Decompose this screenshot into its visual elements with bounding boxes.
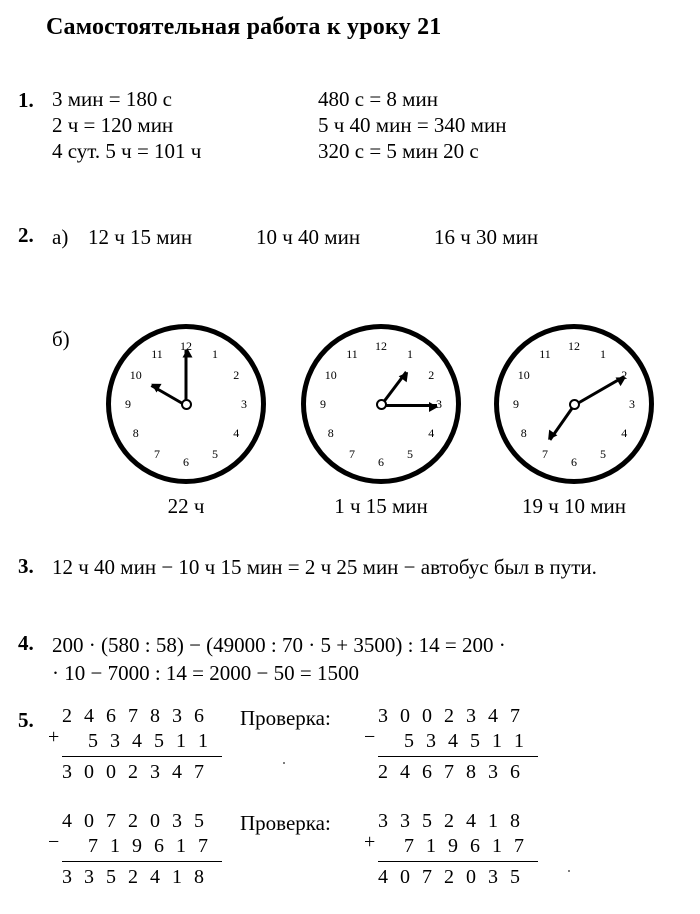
column-sum-3-top: 4 0 7 2 0 3 5: [62, 810, 208, 832]
column-sum-2-rule: [378, 756, 538, 757]
clock-3-hour-mark-3: 3: [629, 397, 635, 411]
column-sum-1-top: 2 4 6 7 8 3 6: [62, 705, 208, 727]
column-sum-3-rule: [62, 861, 222, 862]
column-sum-2-bottom: 5 3 4 5 1 1: [404, 730, 528, 752]
clock-1-hour-mark-7: 7: [154, 447, 160, 462]
clock-row: [86, 324, 686, 518]
column-sum-4-sign: +: [364, 831, 376, 853]
clock-2-hour-mark-11: 11: [346, 346, 358, 361]
clock-1-hour-mark-3: 3: [241, 397, 247, 411]
clock-1-hour-arrowhead: [149, 379, 162, 392]
clock-2-hour-arrowhead: [399, 369, 412, 382]
task-5-number: 5.: [18, 708, 34, 732]
task-2-number: 2.: [18, 223, 34, 247]
column-sum-4-rule: [378, 861, 538, 862]
clock-1-hour-mark-5: 5: [212, 447, 218, 462]
clock-3-hour-hand: [549, 405, 576, 441]
column-sum-2: [364, 704, 538, 785]
task-4-number: 4.: [18, 631, 34, 655]
task-2-part-a-times: [88, 225, 538, 250]
task-3-text: 12 ч 40 мин − 10 ч 15 мин = 2 ч 25 мин − автобус был в пути.: [52, 555, 597, 579]
clock-1-hour-mark-8: 8: [132, 426, 139, 440]
column-sum-4-bottom: 7 1 9 6 1 7: [404, 835, 528, 857]
clock-2-hour-mark-1: 1: [407, 346, 413, 361]
clock-2-minute-arrowhead: [429, 402, 438, 412]
column-sum-1-bottom: 5 3 4 5 1 1: [88, 730, 212, 752]
clock-1-label: 22 ч: [167, 494, 205, 518]
check-label-2: Проверка:: [240, 811, 331, 835]
task-1-left-line-3: 4 сут. 5 ч = 101 ч: [52, 139, 202, 163]
clock-3-hour-mark-1: 1: [600, 346, 606, 361]
column-sum-4-result: 4 0 7 2 0 3 5: [378, 866, 524, 888]
clock-2-hour-mark-6: 6: [378, 455, 384, 469]
column-sum-1-rule: [62, 756, 222, 757]
clock-3-center-dot: [569, 399, 580, 410]
clock-1-hour-mark-1: 1: [212, 346, 218, 361]
clock-face-2: [301, 324, 461, 484]
column-sum-3-result: 3 3 5 2 4 1 8: [62, 866, 208, 888]
clock-face-1: [106, 324, 266, 484]
column-sum-3-bottom: 7 1 9 6 1 7: [88, 835, 212, 857]
clock-3-hour-mark-4: 4: [621, 426, 628, 440]
task-4-expression: [52, 631, 692, 687]
clock-2-hour-mark-2: 2: [428, 368, 435, 382]
clock-2-hour-mark-12: 12: [375, 339, 387, 353]
task-2-time-3: 16 ч 30 мин: [434, 225, 539, 249]
column-sum-2-sign: −: [364, 726, 376, 748]
clock-2-label: 1 ч 15 мин: [334, 494, 428, 518]
task-2-time-2: 10 ч 40 мин: [256, 225, 361, 249]
clock-3-minute-hand: [573, 375, 625, 407]
clock-1-center-dot: [181, 399, 192, 410]
task-2-time-1: 12 ч 15 мин: [88, 225, 193, 249]
task-4-line-2: · 10 − 7000 : 14 = 2000 − 50 = 1500: [52, 661, 359, 685]
clock-3-hour-mark-2: 2: [621, 368, 628, 382]
clock-1-hour-mark-12: 12: [180, 339, 192, 353]
clock-1-hour-mark-9: 9: [125, 397, 131, 411]
clock-1-hour-mark-6: 6: [183, 455, 189, 469]
scan-speck-1: [283, 762, 285, 764]
task-3-number: 3.: [18, 554, 34, 578]
task-1-right-line-1: 480 с = 8 мин: [318, 87, 438, 111]
clock-1-hour-mark-2: 2: [233, 368, 240, 382]
clock-1-minute-arrowhead: [183, 349, 193, 358]
task-1-right-column: [318, 86, 506, 164]
clock-face-3: [494, 324, 654, 484]
clock-2-hour-mark-10: 10: [324, 368, 337, 382]
column-sum-3: [48, 809, 222, 890]
clock-2-hour-mark-5: 5: [407, 447, 413, 462]
clock-3-label: 19 ч 10 мин: [521, 494, 627, 518]
task-1-left-line-2: 2 ч = 120 мин: [52, 113, 174, 137]
task-4-line-1: 200 · (580 : 58) − (49000 : 70 · 5 + 3500) : 14 = 200 ·: [52, 633, 506, 657]
clock-3-wrapper: [484, 324, 664, 519]
clock-2-minute-hand: [381, 404, 437, 407]
scan-speck-2: [568, 870, 570, 872]
clock-3-hour-mark-11: 11: [539, 346, 551, 361]
column-sum-1-sign: +: [48, 726, 60, 748]
clock-2-wrapper: [291, 324, 471, 519]
column-sum-4: [364, 809, 538, 890]
column-sum-2-top: 3 0 0 2 3 4 7: [378, 705, 524, 727]
clock-2-hour-mark-3: 3: [436, 397, 442, 411]
clock-3-hour-arrowhead: [544, 430, 557, 443]
clock-2-center-dot: [376, 399, 387, 410]
clock-1-wrapper: [96, 324, 276, 519]
clock-3-hour-mark-9: 9: [513, 397, 519, 411]
clock-1-hour-mark-10: 10: [129, 368, 142, 382]
task-1-number: 1.: [18, 88, 34, 112]
clock-3-hour-mark-5: 5: [600, 447, 606, 462]
column-sum-4-top: 3 3 5 2 4 1 8: [378, 810, 524, 832]
clock-2-hour-mark-4: 4: [428, 426, 435, 440]
clock-3-hour-mark-6: 6: [571, 455, 577, 469]
task-2-part-b-label: б): [52, 327, 70, 351]
column-sum-3-sign: −: [48, 831, 60, 853]
page-title: Самостоятельная работа к уроку 21: [46, 14, 442, 40]
check-label-1: Проверка:: [240, 706, 331, 730]
clock-3-hour-mark-8: 8: [520, 426, 527, 440]
column-sum-1-result: 3 0 0 2 3 4 7: [62, 761, 208, 783]
column-sum-1: [48, 704, 222, 785]
clock-1-hour-mark-4: 4: [233, 426, 240, 440]
column-sum-2-result: 2 4 6 7 8 3 6: [378, 761, 524, 783]
task-1-right-line-2: 5 ч 40 мин = 340 мин: [318, 113, 507, 137]
clock-3-hour-mark-10: 10: [517, 368, 530, 382]
clock-3-hour-mark-12: 12: [568, 339, 580, 353]
task-1-right-line-3: 320 с = 5 мин 20 с: [318, 139, 479, 163]
task-1-left-line-1: 3 мин = 180 с: [52, 87, 172, 111]
task-2-part-a-label: а): [52, 225, 69, 249]
clock-3-hour-mark-7: 7: [542, 447, 548, 462]
clock-1-minute-hand: [185, 350, 188, 406]
clock-2-hour-mark-9: 9: [320, 397, 326, 411]
clock-1-hour-mark-11: 11: [151, 346, 163, 361]
worksheet-page: [0, 14, 700, 914]
clock-2-hour-mark-7: 7: [349, 447, 355, 462]
clock-2-hour-mark-8: 8: [327, 426, 334, 440]
task-1-left-column: [52, 86, 201, 164]
